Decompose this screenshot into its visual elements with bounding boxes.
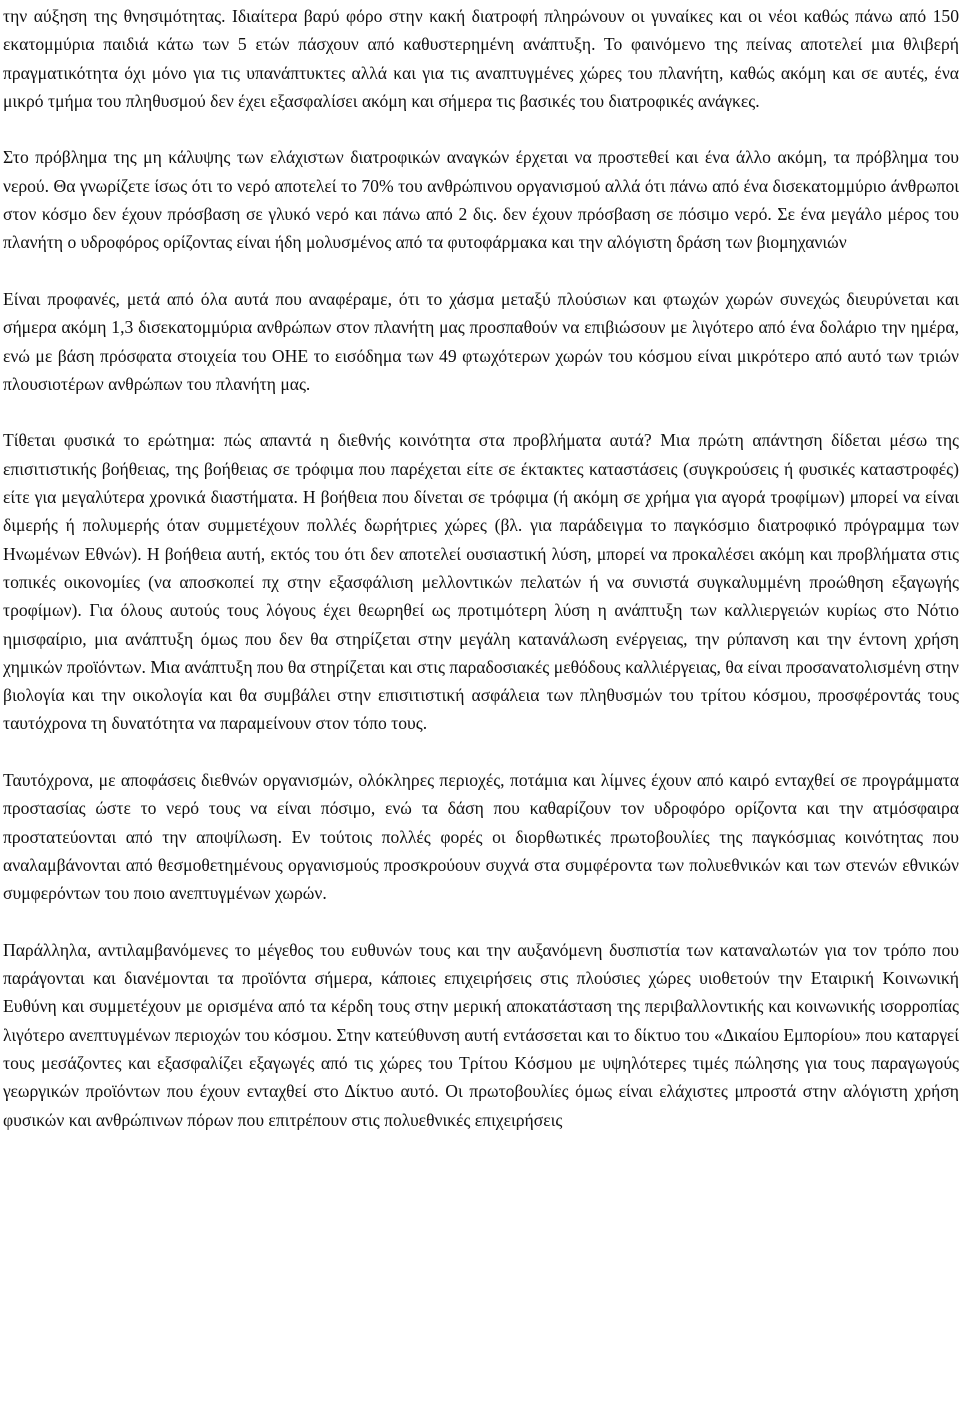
paragraph-wealth-gap: Είναι προφανές, μετά από όλα αυτά που αναφέραμε, ότι το χάσμα μεταξύ πλούσιων και φτωχών χωρών συνεχώς διευρύνεται και σήμερα ακόμη 1,3 δισεκατομμύρια ανθρώπων στον πλανήτη μας προσπαθούν να επιβιώσουν με λιγότερο από ένα δολάριο την ημέρα, ενώ με βάση πρόσφατα στοιχεία του ΟΗΕ το εισόδημα των 49 φτωχότερων χωρών του κόσμου είναι μικρότερο από αυτό των τριών πλουσιοτέρων ανθρώπων του πλανήτη μας.: [3, 288, 959, 394]
paragraph-corporate-responsibility: Παράλληλα, αντιλαμβανόμενες το μέγεθος του ευθυνών τους και την αυξανόμενη δυσπιστία των καταναλωτών για τον τρόπο που παράγονται και διανέμονται τα προϊόντα σήμερα, κάποιες επιχειρήσεις στις πλούσιες χώρες υιοθετούν την Εταιρική Κοινωνική Ευθύνη και συμμετέχουν με ορισμένα από τα κέρδη τους στην μερική αποκατάσταση της περιβαλλοντικής και κοινωνικής ισορροπίας λιγότερο ανεπτυγμένων περιοχών του κόσμου. Στην κατεύθυνση αυτή εντάσσεται και το δίκτυο του «Δικαίου Εμπορίου» που καταργεί τους μεσάζοντες και εξασφαλίζει εξαγωγές από τις χώρες του Τρίτου Κόσμου με υψηλότερες τιμές πώλησης για τους παραγωγούς γεωργικών προϊόντων που έχουν ενταχθεί στο Δίκτυο αυτό. Οι πρωτοβουλίες όμως είναι ελάχιστες μπροστά στην αλόγιστη χρήση φυσικών και ανθρώπινων πόρων που επιτρέπουν στις πολυεθνικές επιχειρήσεις: [3, 939, 959, 1130]
paragraph-food-aid: Τίθεται φυσικά το ερώτημα: πώς απαντά η διεθνής κοινότητα στα προβλήματα αυτά? Μια πρώτη απάντηση δίδεται μέσω της επισιτιστικής βοήθειας, της βοήθειας σε τρόφιμα που παρέχεται είτε σε έκτακτες καταστάσεις (συγκρούσεις ή φυσικές καταστροφές) είτε για μεγαλύτερα χρονικά διαστήματα. Η βοήθεια που δίνεται σε τρόφιμα (ή ακόμη σε χρήμα για αγορά τροφίμων) μπορεί να είναι διμερής ή πολυμερής όταν συμμετέχουν πολλές δωρήτριες χώρες (βλ. για παράδειγμα το παγκόσμιο διατροφικό πρόγραμμα των Ηνωμένων Εθνών). Η βοήθεια αυτή, εκτός του ότι δεν αποτελεί ουσιαστική λύση, μπορεί να προκαλέσει ακόμη και προβλήματα στις τοπικές οικονομίες (να αποσκοπεί πχ στην εξασφάλιση μελλοντικών πελατών ή να συνιστά συγκαλυμμένη προώθηση εξαγωγής τροφίμων). Για όλους αυτούς τους λόγους έχει θεωρηθεί ως προτιμότερη λύση η ανάπτυξη των καλλιεργειών κυρίως στο Νότιο ημισφαίριο, μια ανάπτυξη όμως που δεν θα στηρίζεται στην μεγάλη κατανάλωση ενέργειας, την ρύπανση και την έντονη χρήση χημικών προϊόντων. Μια ανάπτυξη που θα στηρίζεται και στις παραδοσιακές μεθόδους καλλιέργειας, θα είναι προσανατολισμένη στην βιολογία και την οικολογία και θα συμβάλει στην επισιτιστική ασφάλεια των πληθυσμών του τρίτου κόσμου, προσφέροντάς τους ταυτόχρονα τη δυνατότητα να παραμείνουν στον τόπο τους.: [3, 430, 959, 734]
paragraph-water-problem: Στο πρόβλημα της μη κάλυψης των ελάχιστων διατροφικών αναγκών έρχεται να προστεθεί και ένα άλλο ακόμη, τα πρόβλημα του νερού. Θα γνωρίζετε ίσως ότι το νερό αποτελεί το 70% του ανθρώπινου οργανισμού αλλά ότι πάνω από ένα δισεκατομμύριο άνθρωποι στον κόσμο δεν έχουν πρόσβαση σε γλυκό νερό και πάνω από 2 δις. δεν έχουν πρόσβαση σε πόσιμο νερό. Σε ένα μεγάλο μέρος του πλανήτη ο υδροφόρος ορίζοντας είναι ήδη μολυσμένος από τα φυτοφάρμακα και την αλόγιστη δράση των βιομηχανιών: [3, 147, 959, 253]
paragraph-protection-programs: Ταυτόχρονα, με αποφάσεις διεθνών οργανισμών, ολόκληρες περιοχές, ποτάμια και λίμνες έχουν από καιρό ενταχθεί σε προγράμματα προστασίας ώστε το νερό τους να είναι πόσιμο, ενώ τα δάση που καθαρίζουν τον υδροφόρο ορίζοντα και την ατμόσφαιρα προστατεύονται από την αποψίλωση. Εν τούτοις πολλές φορές οι διορθωτικές πρωτοβουλίες της παγκόσμιας κοινότητας που αναλαμβάνονται από θεσμοθετημένους οργανισμούς προσκρούουν συχνά στα συμφέροντα των πολυεθνικών και των στενών εθνικών συμφερόντων του ποιο ανεπτυγμένων χωρών.: [3, 770, 959, 904]
document-page: [3, 2, 959, 1134]
paragraph-hunger-mortality: την αύξηση της θνησιμότητας. Ιδιαίτερα βαρύ φόρο στην κακή διατροφή πληρώνουν οι γυναίκες και οι νέοι καθώς πάνω από 150 εκατομμύρια παιδιά κάτω των 5 ετών πάσχουν από καθυστερημένη ανάπτυξη. Το φαινόμενο της πείνας αποτελεί μια θλιβερή πραγματικότητα όχι μόνο για τις υπανάπτυκτες αλλά και για τις αναπτυγμένες χώρες του πλανήτη, καθώς ακόμη και σε αυτές, ένα μικρό τμήμα του πληθυσμού δεν έχει εξασφαλίσει ακόμη και σήμερα τις βασικές του διατροφικές ανάγκες.: [3, 6, 959, 111]
